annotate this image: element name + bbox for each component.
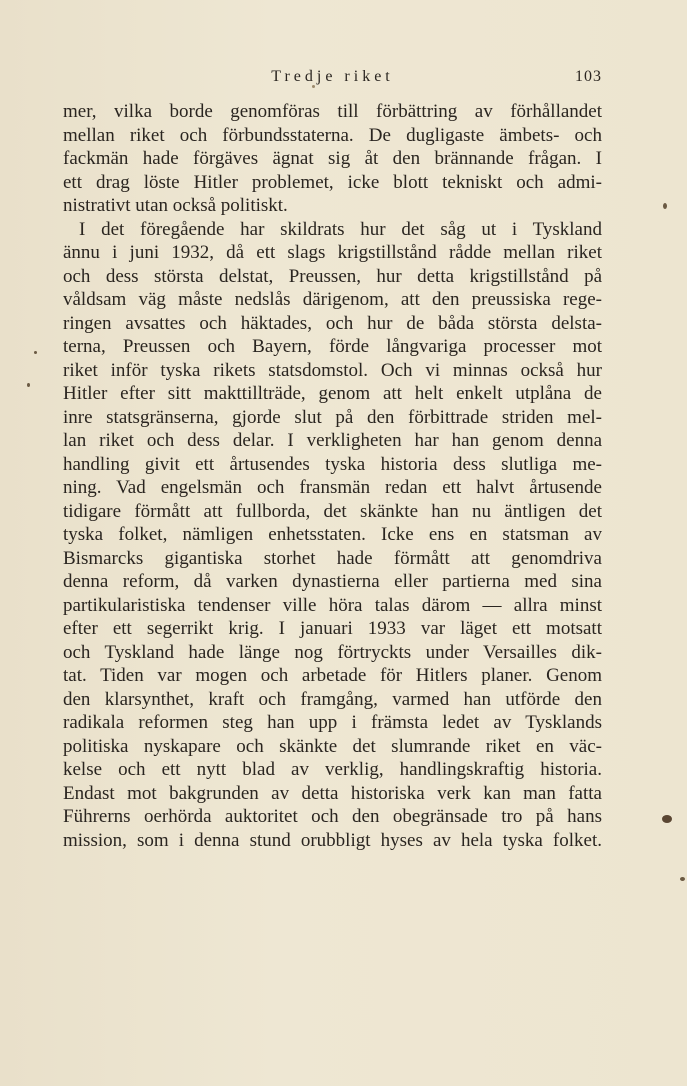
paper-speck [34, 351, 37, 354]
text-line: mission, som i denna stund orubbligt hyses av hela tyska folket. [63, 829, 602, 851]
paper-speck [312, 85, 315, 88]
text-line: politiska nyskapare och skänkte det slumrande riket en väc- [63, 735, 602, 757]
text-line: handling givit ett årtusendes tyska historia dess slutliga me- [63, 453, 602, 475]
text-line: kelse och ett nytt blad av verklig, handlingskraftig historia. [63, 759, 602, 780]
text-line: terna, Preussen och Bayern, förde långvariga processer mot [63, 336, 602, 357]
paper-speck [663, 203, 667, 209]
text-line: den klarsynthet, kraft och framgång, varmed han utförde den [63, 688, 602, 710]
text-line: ett drag löste Hitler problemet, icke blott tekniskt och admi- [63, 171, 602, 193]
text-line: denna reform, då varken dynastierna eller partierna med sina [63, 571, 602, 592]
text-line: våldsam väg måste nedslås därigenom, att den preussiska rege- [63, 289, 602, 310]
text-line: ännu i juni 1932, då ett slags krigstillstånd rådde mellan riket [63, 242, 602, 263]
text-line: mellan riket och förbundsstaterna. De dugligaste ämbets- och [63, 124, 602, 146]
text-line: inre statsgränserna, gjorde slut på den förbittrade striden mel- [63, 406, 602, 428]
paragraph-1 [63, 100, 602, 218]
page-number: 103 [575, 68, 602, 85]
text-line: fackmän hade förgäves ägnat sig åt den brännande frågan. I [63, 148, 602, 169]
text-line: riket inför tyska rikets statsdomstol. Och vi minnas också hur [63, 359, 602, 381]
text-line: mer, vilka borde genomföras till förbättring av förhållandet [63, 101, 602, 122]
text-line: tat. Tiden var mogen och arbetade för Hitlers planer. Genom [63, 665, 602, 686]
body-text [63, 100, 602, 852]
text-line: tyska folket, nämligen enhetsstaten. Icke ens en statsman av [63, 524, 602, 545]
text-line: I det föregående har skildrats hur det såg ut i Tyskland [79, 218, 602, 240]
text-line: lan riket och dess delar. I verkligheten har han genom denna [63, 430, 602, 451]
text-line: Endast mot bakgrunden av detta historiska verk kan man fatta [63, 782, 602, 804]
text-line: och Tyskland hade länge nog förtryckts under Versailles dik- [63, 641, 602, 663]
text-line: partikularistiska tendenser ville höra talas därom — allra minst [63, 594, 602, 616]
paper-speck [680, 877, 685, 881]
text-line: och dess största delstat, Preussen, hur detta krigstillstånd på [63, 265, 602, 287]
text-line: ning. Vad engelsmän och fransmän redan ett halvt årtusende [63, 477, 602, 498]
text-line: radikala reformen steg han upp i främsta ledet av Tysklands [63, 712, 602, 733]
text-line: nistrativt utan också politiskt. [63, 195, 288, 216]
text-line: efter ett segerrikt krig. I januari 1933 var läget ett motsatt [63, 618, 602, 639]
text-line: Führerns oerhörda auktoritet och den obegränsade tro på hans [63, 806, 602, 827]
text-line: Bismarcks gigantiska storhet hade förmått att genomdriva [63, 547, 602, 569]
running-title: Tredje riket [271, 68, 394, 85]
running-head [63, 68, 602, 92]
text-line: Hitler efter sitt makttillträde, genom att helt enkelt utplåna de [63, 383, 602, 404]
paper-speck [27, 383, 30, 387]
text-line: tidigare förmått att fullborda, det skänkte han nu äntligen det [63, 500, 602, 522]
text-line: ringen avsattes och häktades, och hur de båda största delsta- [63, 312, 602, 334]
paragraph-2 [63, 218, 602, 853]
paper-speck [662, 815, 672, 823]
